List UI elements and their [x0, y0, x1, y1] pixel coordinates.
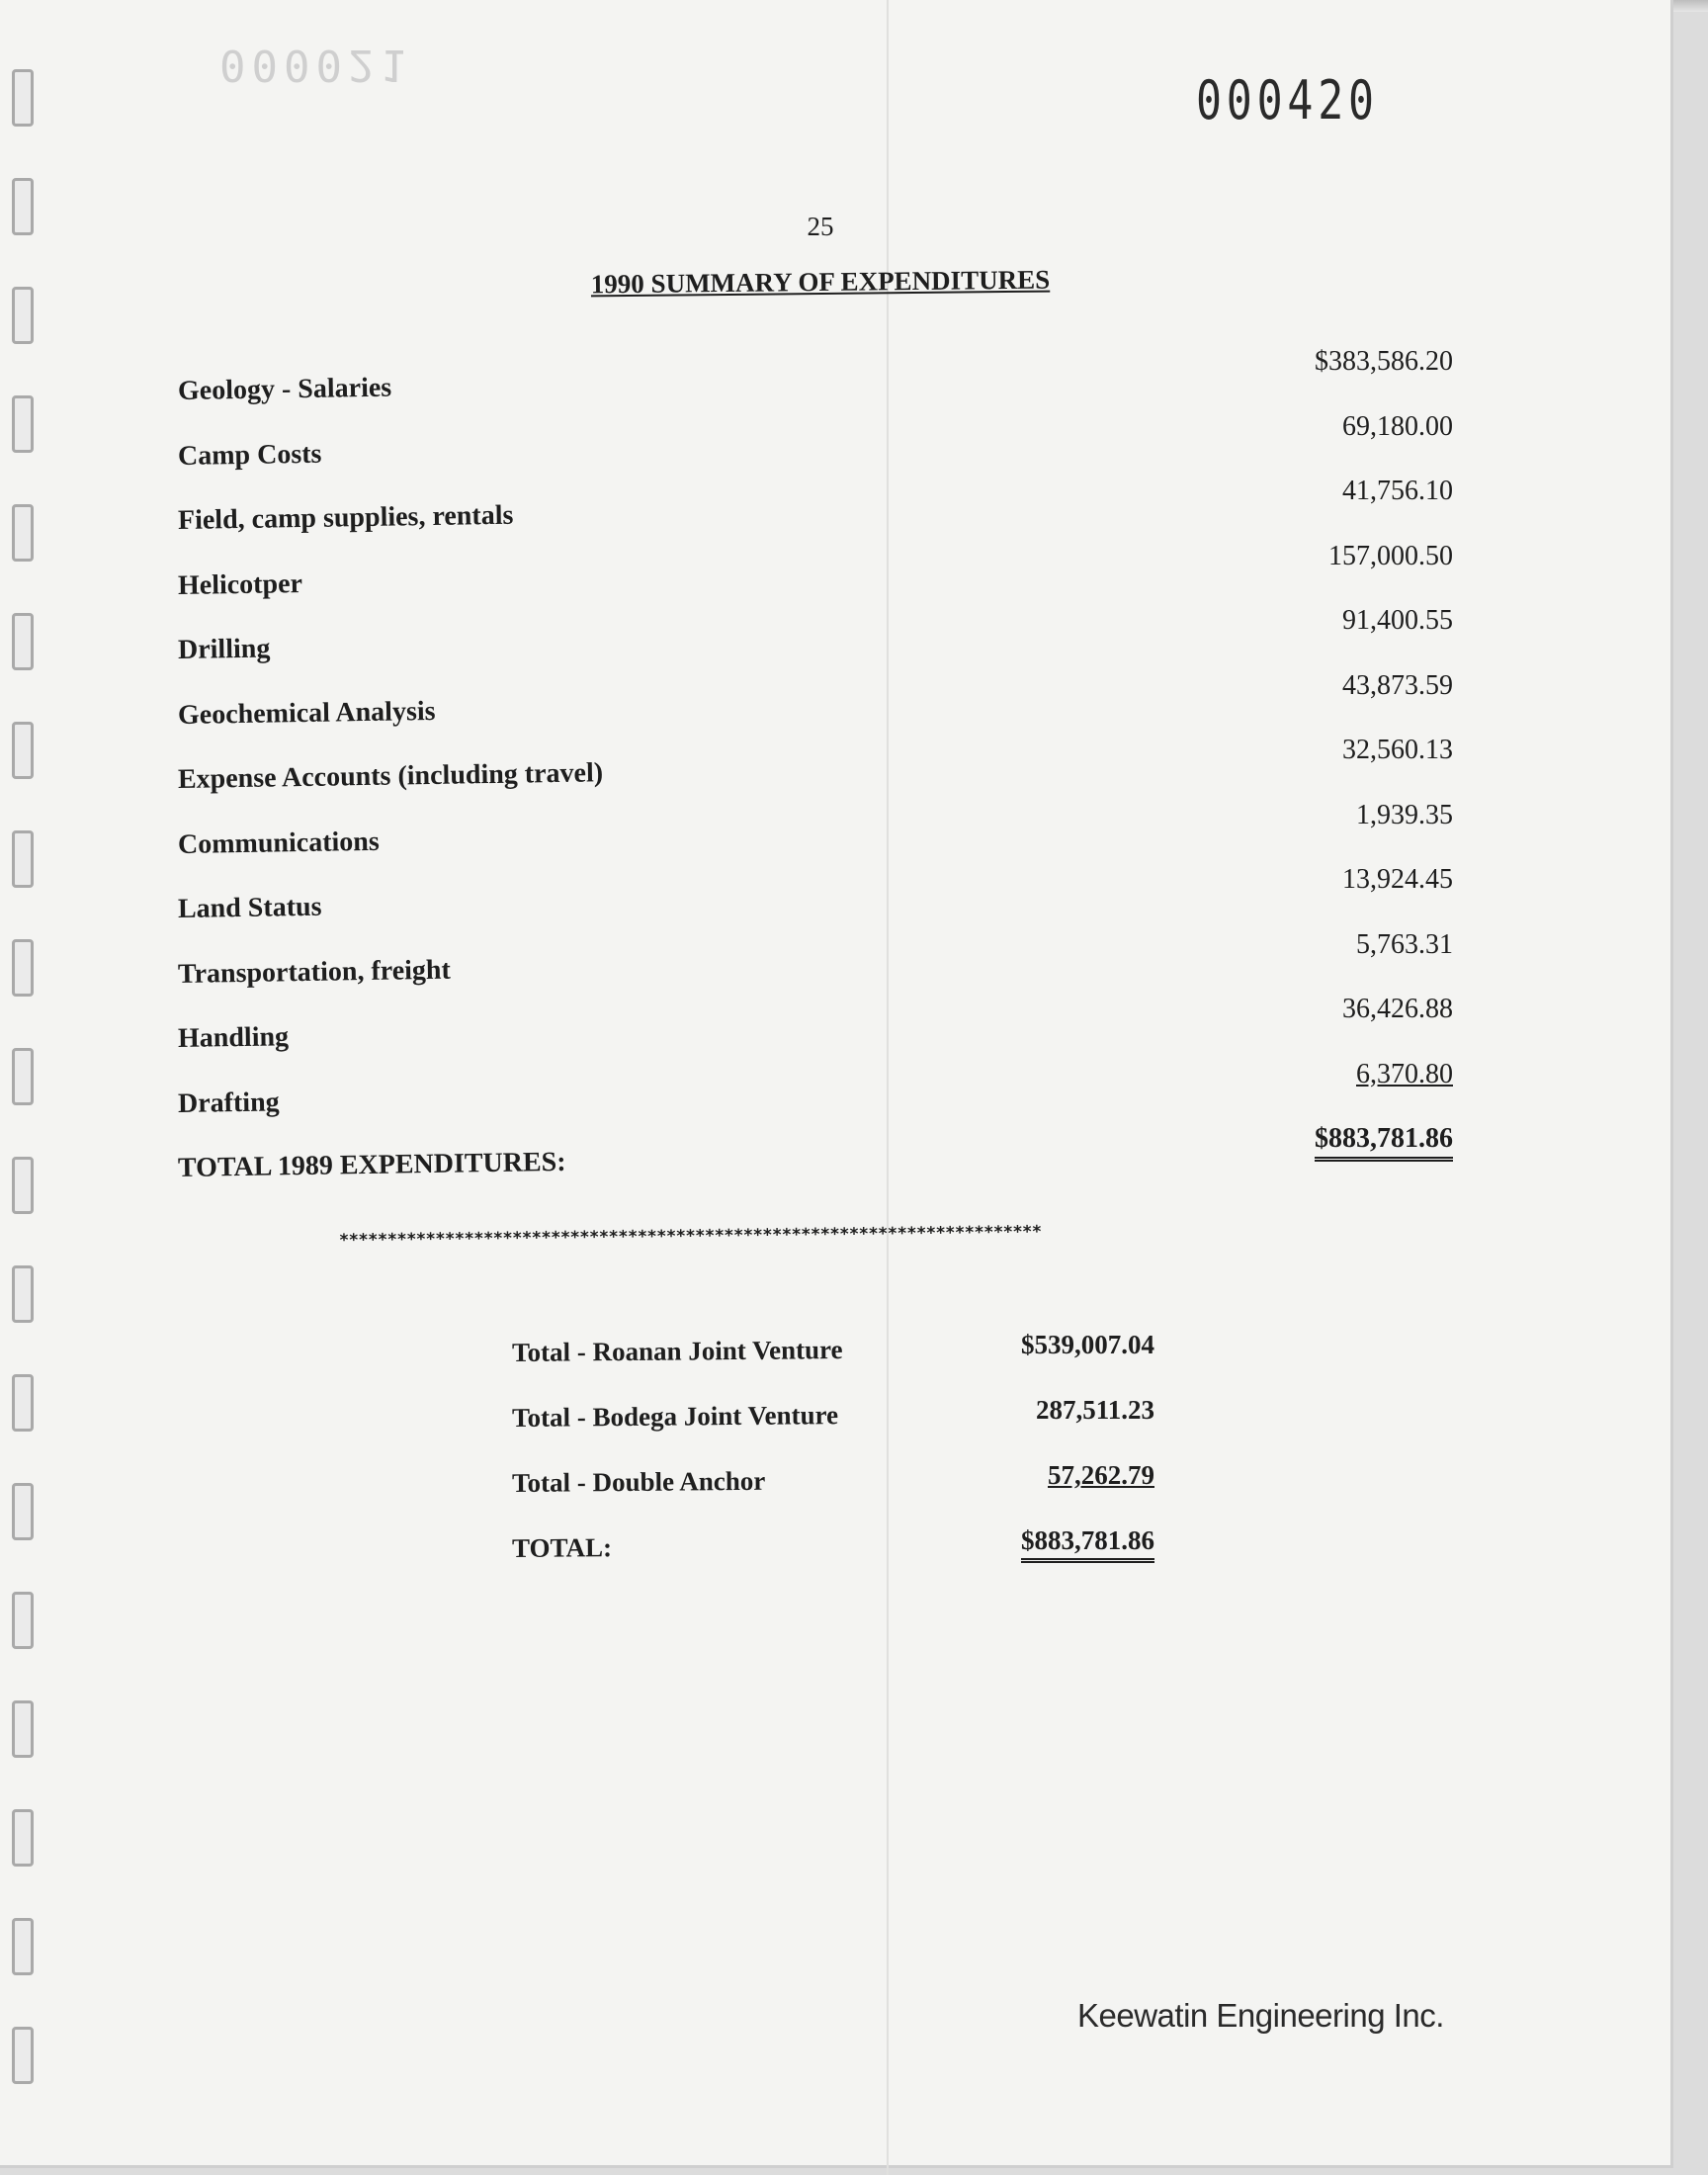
expenditure-row — [178, 735, 1453, 800]
binding-ring — [12, 830, 34, 888]
summary-total-amount: $883,781.86 — [1021, 1525, 1154, 1563]
expenditure-label: Drafting — [177, 1086, 280, 1119]
expenditure-row — [178, 864, 1453, 929]
venture-summary — [512, 1330, 1154, 1591]
expenditure-amount: 32,560.13 — [1342, 735, 1453, 765]
binding-ring — [12, 1157, 34, 1214]
expenditure-list — [178, 346, 1453, 1188]
binding-ring — [12, 287, 34, 344]
expenditure-amount: $383,586.20 — [1315, 346, 1453, 377]
summary-label: Total - Roanan Joint Venture — [511, 1335, 843, 1367]
expenditure-row — [178, 994, 1453, 1059]
binding-ring — [12, 1048, 34, 1105]
expenditure-row — [178, 346, 1453, 411]
expenditure-amount: 36,426.88 — [1342, 994, 1453, 1024]
expenditure-row — [178, 670, 1453, 736]
expenditure-row — [178, 1059, 1453, 1124]
expenditure-amount: 6,370.80 — [1356, 1058, 1453, 1089]
expenditure-total-label: TOTAL 1989 EXPENDITURES: — [177, 1146, 566, 1183]
expenditure-amount: 69,180.00 — [1342, 410, 1453, 442]
summary-amount: $539,007.04 — [1021, 1330, 1154, 1359]
bleed-through-stamp: 000021 — [219, 40, 412, 90]
page-number: 25 — [807, 212, 834, 241]
summary-total-row — [512, 1525, 1154, 1591]
expenditure-label: Handling — [177, 1021, 290, 1054]
expenditure-row — [178, 411, 1453, 477]
binding-ring — [12, 178, 34, 235]
expenditure-label: Land Status — [177, 891, 322, 924]
expenditure-label: Expense Accounts (including travel) — [177, 757, 604, 795]
company-footer: Keewatin Engineering Inc. — [1077, 1997, 1444, 2034]
summary-row — [512, 1395, 1154, 1460]
document-number-stamp: 000420 — [1196, 69, 1379, 131]
binding-ring — [12, 1265, 34, 1323]
binding-ring — [12, 1809, 34, 1867]
binding-ring — [12, 1592, 34, 1649]
expenditure-label: Drilling — [177, 633, 271, 665]
page-title: 1990 SUMMARY OF EXPENDITURES — [590, 264, 1051, 300]
asterisk-separator: ************************************************************************* — [338, 1222, 1042, 1251]
expenditure-label: Field, camp supplies, rentals — [177, 499, 514, 536]
expenditure-total-amount: $883,781.86 — [1315, 1123, 1453, 1162]
expenditure-amount: 13,924.45 — [1342, 864, 1453, 895]
spiral-binding — [12, 69, 42, 2126]
binding-ring — [12, 1700, 34, 1758]
binding-ring — [12, 613, 34, 670]
expenditure-amount: 91,400.55 — [1342, 605, 1453, 636]
expenditure-row — [178, 800, 1453, 865]
expenditure-label: Camp Costs — [177, 438, 322, 472]
binding-ring — [12, 1918, 34, 1975]
binding-ring — [12, 1374, 34, 1432]
expenditure-label: Transportation, freight — [177, 954, 452, 990]
expenditure-amount: 5,763.31 — [1356, 928, 1453, 960]
binding-ring — [12, 1483, 34, 1540]
summary-amount: 287,511.23 — [1035, 1395, 1154, 1425]
summary-row — [512, 1330, 1154, 1395]
expenditure-amount: 41,756.10 — [1342, 476, 1453, 506]
expenditure-amount: 157,000.50 — [1328, 540, 1453, 571]
summary-label: Total - Double Anchor — [511, 1465, 766, 1498]
expenditure-label: Communications — [177, 826, 381, 860]
expenditure-row — [178, 605, 1453, 670]
binding-ring — [12, 504, 34, 562]
summary-amount: 57,262.79 — [1048, 1460, 1154, 1490]
expenditure-row — [178, 541, 1453, 606]
expenditure-row — [178, 476, 1453, 541]
binding-ring — [12, 395, 34, 453]
summary-label: Total - Bodega Joint Venture — [511, 1400, 839, 1433]
binding-ring — [12, 2027, 34, 2084]
summary-row — [512, 1460, 1154, 1525]
expenditure-label: Geology - Salaries — [177, 372, 392, 406]
binding-ring — [12, 69, 34, 127]
expenditure-amount: 43,873.59 — [1342, 669, 1453, 701]
expenditure-label: Helicotper — [177, 567, 303, 601]
expenditure-row — [178, 929, 1453, 995]
binding-ring — [12, 722, 34, 779]
expenditure-amount: 1,939.35 — [1356, 799, 1453, 830]
expenditure-total-row — [178, 1123, 1453, 1188]
summary-total-label: TOTAL: — [511, 1532, 613, 1563]
binding-ring — [12, 939, 34, 997]
expenditure-label: Geochemical Analysis — [177, 695, 436, 731]
